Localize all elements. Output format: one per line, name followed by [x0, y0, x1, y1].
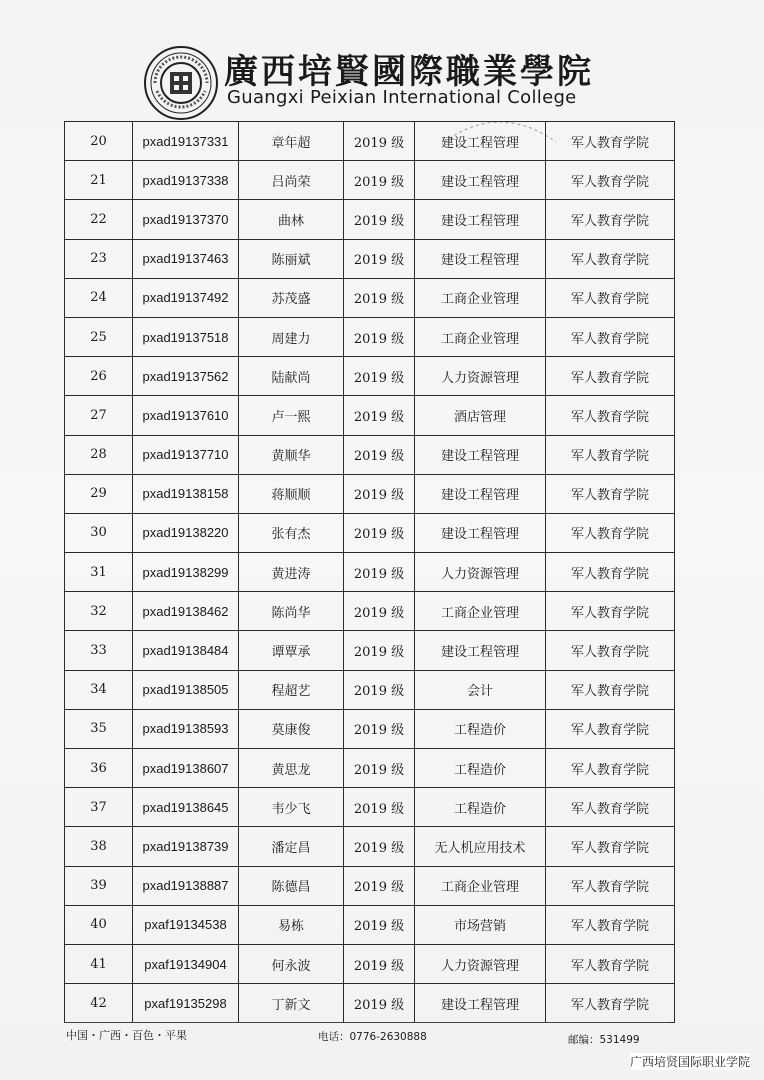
major-cell: 建设工程管理	[415, 161, 546, 200]
student-id-cell: pxad19138645	[133, 788, 239, 827]
department-cell: 军人教育学院	[546, 513, 675, 552]
department-cell: 军人教育学院	[546, 670, 675, 709]
department-cell: 军人教育学院	[546, 317, 675, 356]
student-id-cell: pxad19137338	[133, 161, 239, 200]
department-cell: 军人教育学院	[546, 827, 675, 866]
student-name-cell: 陈德昌	[239, 866, 344, 905]
major-cell: 工商企业管理	[415, 592, 546, 631]
row-number-cell: 21	[65, 161, 133, 200]
enrollment-grade-cell: 2019 级	[344, 474, 415, 513]
table-row	[65, 827, 675, 866]
table-row	[65, 944, 675, 983]
department-cell: 军人教育学院	[546, 984, 675, 1023]
enrollment-grade-cell: 2019 级	[344, 944, 415, 983]
student-id-cell: pxad19137463	[133, 239, 239, 278]
enrollment-grade-cell: 2019 级	[344, 670, 415, 709]
row-number-cell: 34	[65, 670, 133, 709]
table-row	[65, 435, 675, 474]
student-id-cell: pxad19138462	[133, 592, 239, 631]
footer-divider	[64, 1022, 668, 1023]
student-id-cell: pxaf19134904	[133, 944, 239, 983]
table-row	[65, 631, 675, 670]
footer-address: 中国・广西・百色・平果	[66, 1029, 187, 1042]
enrollment-grade-cell: 2019 级	[344, 435, 415, 474]
row-number-cell: 28	[65, 435, 133, 474]
college-seal-logo	[143, 45, 219, 121]
row-number-cell: 25	[65, 317, 133, 356]
student-id-cell: pxad19138158	[133, 474, 239, 513]
department-cell: 军人教育学院	[546, 435, 675, 474]
table-row	[65, 200, 675, 239]
enrollment-grade-cell: 2019 级	[344, 788, 415, 827]
major-cell: 建设工程管理	[415, 513, 546, 552]
footer-phone: 电话：0776-2630888	[318, 1031, 427, 1043]
row-number-cell: 31	[65, 553, 133, 592]
department-cell: 军人教育学院	[546, 474, 675, 513]
enrollment-grade-cell: 2019 级	[344, 122, 415, 161]
table-row	[65, 239, 675, 278]
table-row	[65, 278, 675, 317]
enrollment-grade-cell: 2019 级	[344, 239, 415, 278]
student-name-cell: 黄思龙	[239, 749, 344, 788]
department-cell: 军人教育学院	[546, 631, 675, 670]
student-name-cell: 易栋	[239, 905, 344, 944]
row-number-cell: 22	[65, 200, 133, 239]
table-row	[65, 474, 675, 513]
enrollment-grade-cell: 2019 级	[344, 161, 415, 200]
major-cell: 工商企业管理	[415, 317, 546, 356]
major-cell: 工程造价	[415, 788, 546, 827]
major-cell: 建设工程管理	[415, 435, 546, 474]
major-cell: 建设工程管理	[415, 122, 546, 161]
student-name-cell: 谭覃承	[239, 631, 344, 670]
student-id-cell: pxad19137710	[133, 435, 239, 474]
table-row	[65, 749, 675, 788]
department-cell: 军人教育学院	[546, 866, 675, 905]
roster-body	[65, 122, 675, 1023]
college-name-english: Guangxi Peixian International College	[227, 87, 577, 108]
student-id-cell: pxad19137610	[133, 396, 239, 435]
row-number-cell: 26	[65, 357, 133, 396]
major-cell: 工程造价	[415, 749, 546, 788]
table-row	[65, 357, 675, 396]
student-roster-table	[64, 121, 675, 1023]
student-name-cell: 丁新文	[239, 984, 344, 1023]
row-number-cell: 37	[65, 788, 133, 827]
major-cell: 市场营销	[415, 905, 546, 944]
major-cell: 酒店管理	[415, 396, 546, 435]
row-number-cell: 42	[65, 984, 133, 1023]
major-cell: 无人机应用技术	[415, 827, 546, 866]
row-number-cell: 27	[65, 396, 133, 435]
table-row	[65, 317, 675, 356]
major-cell: 建设工程管理	[415, 984, 546, 1023]
student-name-cell: 程超艺	[239, 670, 344, 709]
department-cell: 军人教育学院	[546, 200, 675, 239]
enrollment-grade-cell: 2019 级	[344, 631, 415, 670]
student-id-cell: pxad19138607	[133, 749, 239, 788]
major-cell: 人力资源管理	[415, 553, 546, 592]
student-name-cell: 曲林	[239, 200, 344, 239]
table-row	[65, 984, 675, 1023]
student-id-cell: pxad19138505	[133, 670, 239, 709]
department-cell: 军人教育学院	[546, 592, 675, 631]
row-number-cell: 40	[65, 905, 133, 944]
student-name-cell: 吕尚荣	[239, 161, 344, 200]
department-cell: 军人教育学院	[546, 788, 675, 827]
major-cell: 建设工程管理	[415, 239, 546, 278]
enrollment-grade-cell: 2019 级	[344, 984, 415, 1023]
table-row	[65, 788, 675, 827]
student-id-cell: pxaf19134538	[133, 905, 239, 944]
student-name-cell: 周建力	[239, 317, 344, 356]
student-name-cell: 何永波	[239, 944, 344, 983]
student-id-cell: pxad19137370	[133, 200, 239, 239]
enrollment-grade-cell: 2019 级	[344, 513, 415, 552]
department-cell: 军人教育学院	[546, 161, 675, 200]
table-row	[65, 396, 675, 435]
row-number-cell: 20	[65, 122, 133, 161]
table-row	[65, 592, 675, 631]
student-name-cell: 苏茂盛	[239, 278, 344, 317]
student-id-cell: pxad19138299	[133, 553, 239, 592]
table-row	[65, 709, 675, 748]
department-cell: 军人教育学院	[546, 709, 675, 748]
major-cell: 工程造价	[415, 709, 546, 748]
student-name-cell: 陈尚华	[239, 592, 344, 631]
student-name-cell: 莫康俊	[239, 709, 344, 748]
row-number-cell: 33	[65, 631, 133, 670]
row-number-cell: 38	[65, 827, 133, 866]
enrollment-grade-cell: 2019 级	[344, 592, 415, 631]
row-number-cell: 35	[65, 709, 133, 748]
student-name-cell: 韦少飞	[239, 788, 344, 827]
student-name-cell: 陆献尚	[239, 357, 344, 396]
department-cell: 军人教育学院	[546, 944, 675, 983]
enrollment-grade-cell: 2019 级	[344, 827, 415, 866]
department-cell: 军人教育学院	[546, 278, 675, 317]
row-number-cell: 23	[65, 239, 133, 278]
department-cell: 军人教育学院	[546, 749, 675, 788]
student-name-cell: 潘定昌	[239, 827, 344, 866]
major-cell: 工商企业管理	[415, 866, 546, 905]
student-id-cell: pxaf19135298	[133, 984, 239, 1023]
enrollment-grade-cell: 2019 级	[344, 278, 415, 317]
table-row	[65, 905, 675, 944]
enrollment-grade-cell: 2019 级	[344, 749, 415, 788]
student-id-cell: pxad19137492	[133, 278, 239, 317]
enrollment-grade-cell: 2019 级	[344, 905, 415, 944]
department-cell: 军人教育学院	[546, 357, 675, 396]
row-number-cell: 41	[65, 944, 133, 983]
student-id-cell: pxad19137518	[133, 317, 239, 356]
major-cell: 建设工程管理	[415, 631, 546, 670]
table-row	[65, 553, 675, 592]
enrollment-grade-cell: 2019 级	[344, 317, 415, 356]
student-name-cell: 陈丽斌	[239, 239, 344, 278]
department-cell: 军人教育学院	[546, 239, 675, 278]
department-cell: 军人教育学院	[546, 122, 675, 161]
student-name-cell: 卢一熙	[239, 396, 344, 435]
student-name-cell: 蒋顺顺	[239, 474, 344, 513]
row-number-cell: 24	[65, 278, 133, 317]
row-number-cell: 32	[65, 592, 133, 631]
table-row	[65, 513, 675, 552]
major-cell: 人力资源管理	[415, 357, 546, 396]
table-row	[65, 161, 675, 200]
row-number-cell: 29	[65, 474, 133, 513]
student-id-cell: pxad19138220	[133, 513, 239, 552]
enrollment-grade-cell: 2019 级	[344, 709, 415, 748]
department-cell: 军人教育学院	[546, 396, 675, 435]
footer-postcode: 邮编：531499	[568, 1034, 640, 1046]
student-id-cell: pxad19137562	[133, 357, 239, 396]
student-name-cell: 黄进涛	[239, 553, 344, 592]
department-cell: 军人教育学院	[546, 905, 675, 944]
student-name-cell: 章年超	[239, 122, 344, 161]
student-name-cell: 黄顺华	[239, 435, 344, 474]
enrollment-grade-cell: 2019 级	[344, 866, 415, 905]
student-id-cell: pxad19138739	[133, 827, 239, 866]
major-cell: 会计	[415, 670, 546, 709]
enrollment-grade-cell: 2019 级	[344, 200, 415, 239]
table-row	[65, 866, 675, 905]
enrollment-grade-cell: 2019 级	[344, 396, 415, 435]
row-number-cell: 39	[65, 866, 133, 905]
student-id-cell: pxad19138593	[133, 709, 239, 748]
table-row	[65, 670, 675, 709]
college-name-chinese: 廣西培賢國際職業學院	[224, 52, 594, 92]
major-cell: 工商企业管理	[415, 278, 546, 317]
enrollment-grade-cell: 2019 级	[344, 553, 415, 592]
department-cell: 军人教育学院	[546, 553, 675, 592]
row-number-cell: 30	[65, 513, 133, 552]
student-name-cell: 张有杰	[239, 513, 344, 552]
source-caption: 广西培贤国际职业学院	[629, 1055, 750, 1069]
row-number-cell: 36	[65, 749, 133, 788]
major-cell: 建设工程管理	[415, 474, 546, 513]
student-id-cell: pxad19138887	[133, 866, 239, 905]
major-cell: 建设工程管理	[415, 200, 546, 239]
student-id-cell: pxad19138484	[133, 631, 239, 670]
major-cell: 人力资源管理	[415, 944, 546, 983]
enrollment-grade-cell: 2019 级	[344, 357, 415, 396]
student-id-cell: pxad19137331	[133, 122, 239, 161]
table-row	[65, 122, 675, 161]
